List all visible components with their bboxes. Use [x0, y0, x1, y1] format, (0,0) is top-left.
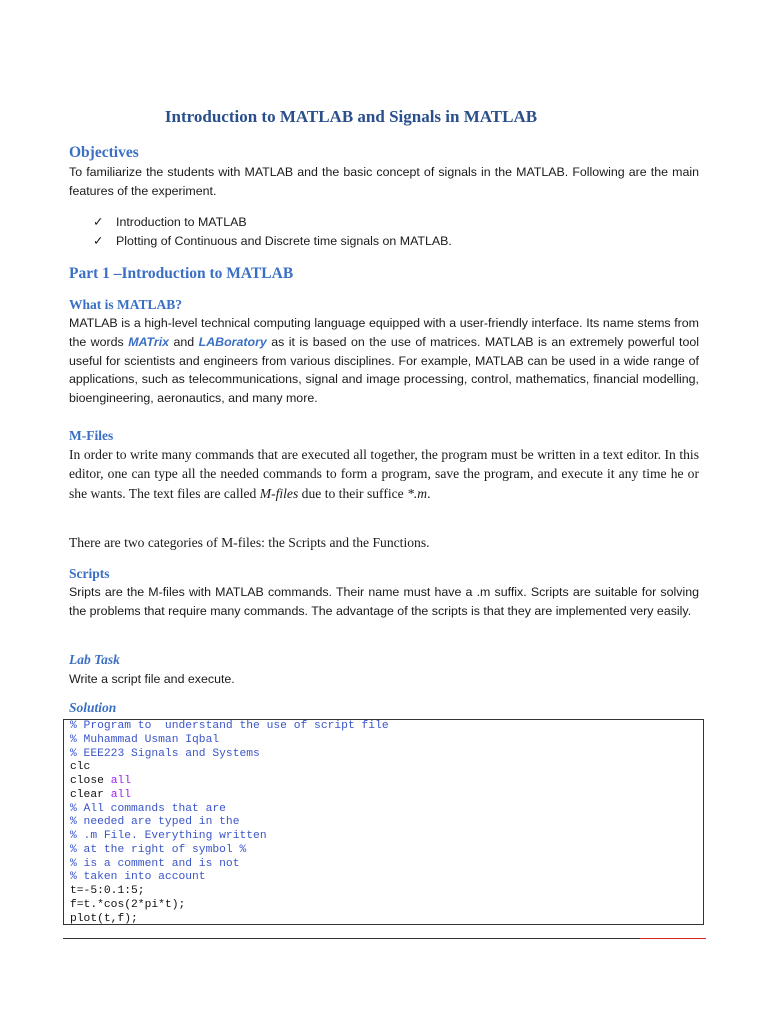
code-line: f=t.*cos(2*pi*t);	[70, 898, 186, 911]
code-line	[70, 830, 697, 844]
bullet-text: Plotting of Continuous and Discrete time signals on MATLAB.	[116, 234, 452, 248]
code-comment: % is a comment and is not	[70, 857, 240, 870]
code-comment: % needed are typed in the	[70, 816, 240, 829]
what-is-matlab-paragraph: MATLAB is a high-level technical computing language equipped with a user-friendly interface. Its name stems from the words MATrix and LABoratory as it is based on the use of matrices. MATLAB is an extremely powerful tool useful for scientists and engineers from various disciplines. For example, MATLAB can be used in a wide range of applications, such as telecommunications, signal and image processing, control, mathematics, financial modelling, bioengineering, aeronautics, and many more.	[69, 316, 699, 406]
objectives-paragraph: To familiarize the students with MATLAB and the basic concept of signals in the MATLAB. Following are the main features of the experiment.	[69, 165, 699, 198]
scripts-heading: Scripts	[69, 566, 110, 581]
code-line	[70, 858, 697, 872]
code-line	[70, 734, 697, 748]
footer-accent-line	[640, 938, 706, 939]
mfiles-extension: *.m	[407, 485, 428, 501]
checkmark-icon: ✓	[93, 215, 104, 229]
objectives-bullet-1	[93, 214, 247, 229]
code-keyword: all	[110, 788, 132, 801]
mfiles-paragraph: In order to write many commands that are executed all together, the program must be written in a text editor. In this editor, one can type all the needed commands to form a program, save the program, and execute it any time he or she wants. The text files are called M-files due to their suffice *.m.	[69, 447, 699, 501]
code-line	[70, 803, 697, 817]
matrix-term: MATrix	[128, 334, 170, 349]
code-comment: % Program to understand the use of script file	[70, 720, 389, 732]
code-keyword: all	[110, 775, 132, 787]
what-is-matlab-heading: What is MATLAB?	[69, 297, 183, 312]
bullet-text: Introduction to MATLAB	[116, 215, 247, 229]
objectives-heading: Objectives	[69, 144, 139, 161]
code-listing	[63, 719, 704, 925]
scripts-paragraph: Sripts are the M-files with MATLAB commands. Their name must have a .m suffix. Scripts are suitable for solving the problems that require many commands. The advantage of the scripts is that they are implemented very easily.	[69, 585, 699, 618]
objectives-bullet-2	[93, 233, 452, 248]
mfiles-heading: M-Files	[69, 428, 114, 443]
code-line: clc	[70, 761, 91, 774]
solution-heading: Solution	[69, 700, 117, 715]
code-comment: % All commands that are	[70, 802, 226, 815]
code-line: clear all	[70, 788, 132, 801]
document-title: Introduction to MATLAB and Signals in MATLAB	[164, 107, 538, 126]
footer-divider	[63, 938, 706, 939]
code-line: plot(t,f);	[70, 912, 138, 925]
laboratory-term: LABoratory	[198, 334, 267, 349]
code-line	[70, 748, 697, 762]
code-line	[70, 844, 697, 858]
lab-task-paragraph: Write a script file and execute.	[69, 672, 235, 686]
code-comment: % Muhammad Usman Iqbal	[70, 733, 220, 746]
code-line	[70, 720, 697, 734]
code-line	[70, 871, 697, 885]
code-comment: % taken into account	[70, 871, 206, 884]
code-line: t=-5:0.1:5;	[70, 885, 145, 897]
code-comment: % .m File. Everything written	[70, 830, 267, 842]
checkmark-icon: ✓	[93, 234, 104, 248]
code-line	[70, 816, 697, 830]
code-comment: % at the right of symbol %	[70, 843, 247, 856]
part1-heading: Part 1 –Introduction to MATLAB	[69, 265, 294, 282]
code-line: close all	[70, 775, 132, 787]
mfiles-categories-paragraph: There are two categories of M-files: the Scripts and the Functions.	[69, 535, 430, 550]
mfiles-term: M-files	[259, 485, 299, 501]
lab-task-heading: Lab Task	[69, 652, 120, 667]
code-comment: % EEE223 Signals and Systems	[70, 747, 260, 760]
